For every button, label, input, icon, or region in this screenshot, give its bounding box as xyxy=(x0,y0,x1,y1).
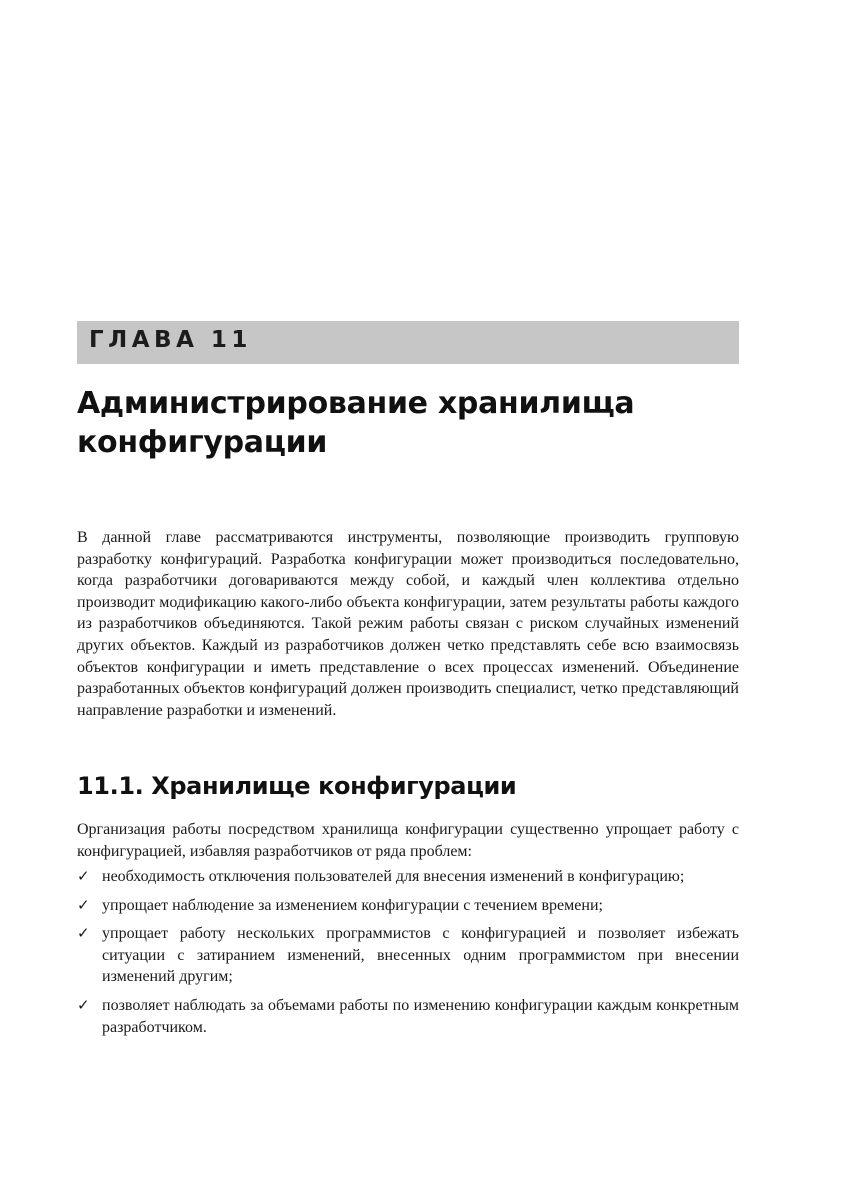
intro-paragraph: В данной главе рассматриваются инструменты, позволяющие производить групповую разработку конфигураций. Разработка конфигурации может производиться последовательно, когда разработчики договариваются между собой, и каждый член коллектива отдельно производит модификацию какого-либо объекта конфигурации, затем результаты работы каждого из разработчиков объединяются. Такой режим работы связан с риском случайных изменений других объектов. Каждый из разработчиков должен четко представлять себе всю взаимосвязь объектов конфигурации и иметь представление о всех процессах изменений. Объединение разработанных объектов конфигураций должен производить специалист, четко представляющий направление разработки и изменений. xyxy=(77,529,739,719)
list-item-text: необходимость отключения пользователей для внесения изменений в конфигурацию; xyxy=(102,868,685,885)
section-paragraph: Организация работы посредством хранилища конфигурации существенно упрощает работу с конфигурацией, избавляя разработчиков от ряда проблем: xyxy=(77,821,739,860)
list-item xyxy=(77,995,739,1038)
list-item-text: упрощает работу нескольких программистов с конфигурацией и позволяет избежать ситуации с затиранием изменений, внесенных одним программистом при внесении изменений другим; xyxy=(102,925,739,986)
chapter-title: Администрирование хранилища конфигурации xyxy=(77,386,635,460)
list-item xyxy=(77,866,739,888)
list-item-text: упрощает наблюдение за изменением конфигурации с течением времени; xyxy=(102,896,603,914)
check-mark-icon: ✓ xyxy=(77,995,90,1014)
chapter-banner xyxy=(77,321,739,364)
list-item-text: позволяет наблюдать за объемами работы по изменению конфигурации каждым конкретным разработчиком. xyxy=(102,996,739,1036)
check-mark-icon: ✓ xyxy=(77,924,90,943)
section-title: 11.1. Хранилище конфигурации xyxy=(77,772,517,800)
benefits-list xyxy=(77,866,739,1045)
chapter-label: ГЛАВА 11 xyxy=(89,327,252,353)
list-item xyxy=(77,895,739,917)
check-mark-icon: ✓ xyxy=(77,895,90,914)
list-item xyxy=(77,923,739,988)
check-mark-icon: ✓ xyxy=(77,867,90,885)
